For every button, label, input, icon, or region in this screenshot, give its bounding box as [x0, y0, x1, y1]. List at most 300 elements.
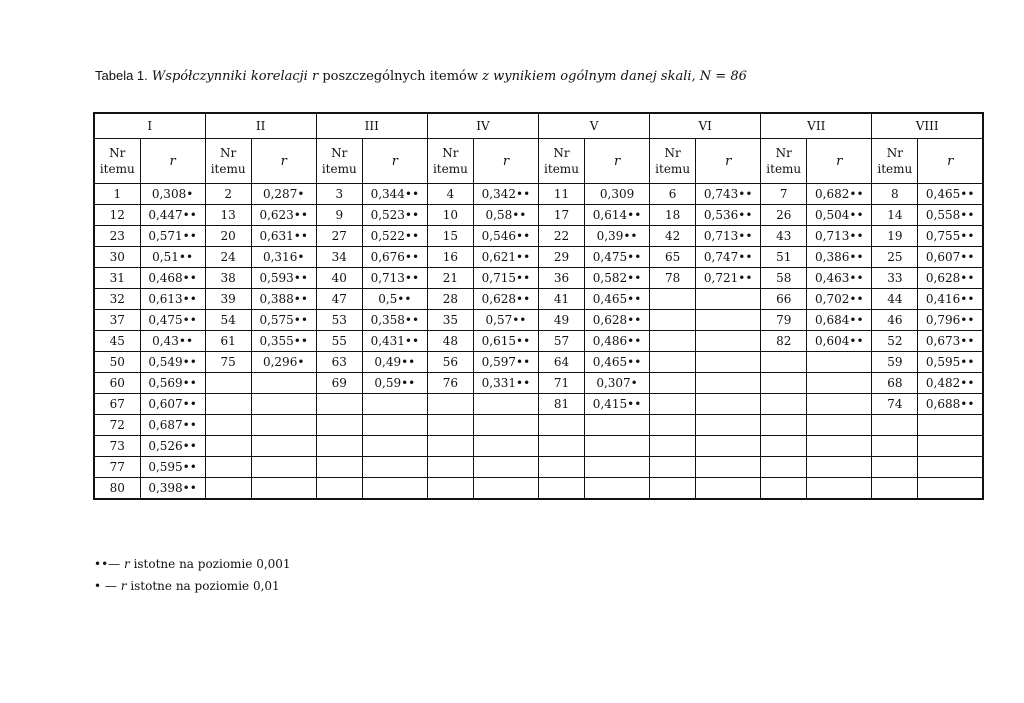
- nr-label: Nr: [442, 146, 459, 160]
- item-number-cell: 9: [316, 205, 362, 226]
- r-value-cell: 0,743••: [696, 184, 761, 205]
- r-value-cell: 0,309: [585, 184, 650, 205]
- item-number-cell: 39: [205, 289, 251, 310]
- r-value-cell: [696, 436, 761, 457]
- r-value-cell: 0,682••: [807, 184, 872, 205]
- item-number-cell: 51: [761, 247, 807, 268]
- item-number-cell: 33: [872, 268, 918, 289]
- item-number-cell: [761, 415, 807, 436]
- table-row: [94, 331, 983, 352]
- r-value-cell: 0,482••: [918, 373, 983, 394]
- r-value-cell: [251, 373, 316, 394]
- r-value-cell: 0,673••: [918, 331, 983, 352]
- item-number-cell: 40: [316, 268, 362, 289]
- r-value-cell: 0,702••: [807, 289, 872, 310]
- r-value-cell: 0,43••: [140, 331, 205, 352]
- item-number-cell: [650, 331, 696, 352]
- r-value-cell: [362, 394, 427, 415]
- item-number-cell: 17: [538, 205, 584, 226]
- r-value-cell: 0,58••: [473, 205, 538, 226]
- item-number-cell: [650, 289, 696, 310]
- r-value-cell: [473, 457, 538, 478]
- item-number-cell: 74: [872, 394, 918, 415]
- table-row: [94, 478, 983, 500]
- r-value-cell: 0,796••: [918, 310, 983, 331]
- item-number-cell: [650, 394, 696, 415]
- r-header: r: [140, 139, 205, 184]
- item-number-cell: 20: [205, 226, 251, 247]
- r-value-cell: 0,475••: [585, 247, 650, 268]
- r-value-cell: 0,582••: [585, 268, 650, 289]
- r-value-cell: [251, 436, 316, 457]
- item-number-cell: 45: [94, 331, 140, 352]
- item-number-cell: 8: [872, 184, 918, 205]
- item-number-cell: [427, 436, 473, 457]
- r-value-cell: 0,296•: [251, 352, 316, 373]
- item-number-cell: [427, 394, 473, 415]
- item-number-cell: 19: [872, 226, 918, 247]
- r-value-cell: 0,713••: [696, 226, 761, 247]
- item-number-cell: 60: [94, 373, 140, 394]
- r-value-cell: [585, 478, 650, 500]
- table-row: [94, 394, 983, 415]
- r-value-cell: 0,536••: [696, 205, 761, 226]
- item-number-cell: 77: [94, 457, 140, 478]
- r-value-cell: 0,486••: [585, 331, 650, 352]
- item-number-cell: 22: [538, 226, 584, 247]
- nr-label: Nr: [220, 146, 237, 160]
- table-row: [94, 373, 983, 394]
- r-value-cell: [807, 457, 872, 478]
- r-value-cell: 0,342••: [473, 184, 538, 205]
- item-number-cell: 71: [538, 373, 584, 394]
- r-value-cell: 0,355••: [251, 331, 316, 352]
- group-header-4: IV: [427, 113, 538, 139]
- r-value-cell: 0,316•: [251, 247, 316, 268]
- r-value-cell: [807, 478, 872, 500]
- r-value-cell: 0,721••: [696, 268, 761, 289]
- r-header: r: [696, 139, 761, 184]
- legend-line: [94, 579, 280, 593]
- item-number-cell: [316, 436, 362, 457]
- group-header-7: VII: [761, 113, 872, 139]
- item-number-cell: 13: [205, 205, 251, 226]
- r-value-cell: 0,388••: [251, 289, 316, 310]
- item-number-cell: [650, 415, 696, 436]
- item-number-cell: 29: [538, 247, 584, 268]
- r-value-cell: 0,522••: [362, 226, 427, 247]
- legend-marker: • —: [94, 579, 117, 593]
- r-value-cell: [696, 478, 761, 500]
- r-value-cell: 0,676••: [362, 247, 427, 268]
- r-value-cell: [362, 415, 427, 436]
- item-number-cell: [761, 436, 807, 457]
- item-number-cell: 61: [205, 331, 251, 352]
- item-number-cell: 52: [872, 331, 918, 352]
- item-number-cell: 69: [316, 373, 362, 394]
- item-number-cell: 27: [316, 226, 362, 247]
- r-value-cell: 0,755••: [918, 226, 983, 247]
- item-number-cell: 4: [427, 184, 473, 205]
- item-number-cell: [205, 373, 251, 394]
- r-value-cell: 0,631••: [251, 226, 316, 247]
- r-value-cell: 0,416••: [918, 289, 983, 310]
- caption-tail: z wynikiem ogólnym danej skali, N = 86: [482, 69, 747, 84]
- r-value-cell: [251, 478, 316, 500]
- item-number-cell: 41: [538, 289, 584, 310]
- r-value-cell: [807, 415, 872, 436]
- r-value-cell: [696, 415, 761, 436]
- r-value-cell: 0,628••: [473, 289, 538, 310]
- r-value-cell: [807, 394, 872, 415]
- item-number-cell: 75: [205, 352, 251, 373]
- r-value-cell: 0,604••: [807, 331, 872, 352]
- item-number-cell: 14: [872, 205, 918, 226]
- item-number-cell: [316, 394, 362, 415]
- legend-marker: ••—: [94, 557, 121, 571]
- r-value-cell: 0,687••: [140, 415, 205, 436]
- r-value-cell: 0,614••: [585, 205, 650, 226]
- caption-lead: Tabela 1.: [95, 68, 148, 83]
- item-number-cell: [761, 394, 807, 415]
- correlation-table: [93, 112, 984, 500]
- r-value-cell: [251, 415, 316, 436]
- nr-itemu-header: [872, 139, 918, 184]
- item-number-cell: [650, 310, 696, 331]
- item-number-cell: [427, 415, 473, 436]
- r-value-cell: [473, 436, 538, 457]
- item-number-cell: 28: [427, 289, 473, 310]
- itemu-label: itemu: [432, 162, 468, 176]
- legend-symbol: r: [123, 557, 130, 571]
- nr-itemu-header: [94, 139, 140, 184]
- nr-itemu-header: [538, 139, 584, 184]
- r-value-cell: 0,523••: [362, 205, 427, 226]
- r-value-cell: [807, 373, 872, 394]
- item-number-cell: 24: [205, 247, 251, 268]
- table-row: [94, 184, 983, 205]
- nr-label: Nr: [664, 146, 681, 160]
- r-value-cell: 0,558••: [918, 205, 983, 226]
- r-value-cell: 0,607••: [140, 394, 205, 415]
- item-number-cell: 47: [316, 289, 362, 310]
- item-number-cell: 25: [872, 247, 918, 268]
- table-row: [94, 457, 983, 478]
- group-header-2: II: [205, 113, 316, 139]
- r-value-cell: [696, 289, 761, 310]
- group-header-5: V: [538, 113, 649, 139]
- item-number-cell: 63: [316, 352, 362, 373]
- r-value-cell: [696, 394, 761, 415]
- r-value-cell: 0,688••: [918, 394, 983, 415]
- r-header: r: [473, 139, 538, 184]
- r-value-cell: [918, 478, 983, 500]
- item-number-cell: 49: [538, 310, 584, 331]
- legend-text: istotne na poziomie 0,001: [133, 557, 291, 571]
- r-value-cell: 0,51••: [140, 247, 205, 268]
- r-value-cell: [807, 352, 872, 373]
- item-number-cell: [761, 457, 807, 478]
- table-row: [94, 436, 983, 457]
- r-value-cell: 0,613••: [140, 289, 205, 310]
- item-number-cell: 54: [205, 310, 251, 331]
- item-number-cell: 16: [427, 247, 473, 268]
- r-value-cell: 0,569••: [140, 373, 205, 394]
- table-row: [94, 352, 983, 373]
- r-value-cell: 0,621••: [473, 247, 538, 268]
- item-number-cell: 10: [427, 205, 473, 226]
- r-value-cell: 0,431••: [362, 331, 427, 352]
- item-number-cell: 67: [94, 394, 140, 415]
- item-number-cell: [205, 457, 251, 478]
- table-row: [94, 310, 983, 331]
- r-value-cell: [918, 457, 983, 478]
- r-value-cell: [473, 478, 538, 500]
- r-value-cell: 0,49••: [362, 352, 427, 373]
- r-value-cell: 0,607••: [918, 247, 983, 268]
- r-value-cell: 0,713••: [362, 268, 427, 289]
- r-value-cell: 0,546••: [473, 226, 538, 247]
- r-header: r: [362, 139, 427, 184]
- r-value-cell: 0,398••: [140, 478, 205, 500]
- group-header-1: I: [94, 113, 205, 139]
- nr-itemu-header: [650, 139, 696, 184]
- item-number-cell: 21: [427, 268, 473, 289]
- caption-italic: Współczynniki korelacji r: [151, 69, 319, 84]
- item-number-cell: [205, 415, 251, 436]
- r-value-cell: [696, 352, 761, 373]
- item-number-cell: 65: [650, 247, 696, 268]
- r-value-cell: [918, 436, 983, 457]
- item-number-cell: 53: [316, 310, 362, 331]
- item-number-cell: 1: [94, 184, 140, 205]
- r-value-cell: [473, 394, 538, 415]
- r-value-cell: 0,713••: [807, 226, 872, 247]
- item-number-cell: [761, 478, 807, 500]
- r-value-cell: 0,575••: [251, 310, 316, 331]
- r-value-cell: [473, 415, 538, 436]
- group-header-3: III: [316, 113, 427, 139]
- r-header: r: [251, 139, 316, 184]
- item-number-cell: [205, 436, 251, 457]
- nr-label: Nr: [553, 146, 570, 160]
- item-number-cell: 15: [427, 226, 473, 247]
- r-value-cell: [585, 436, 650, 457]
- item-number-cell: 79: [761, 310, 807, 331]
- item-number-cell: 76: [427, 373, 473, 394]
- r-value-cell: 0,628••: [918, 268, 983, 289]
- r-value-cell: [362, 478, 427, 500]
- item-number-cell: [316, 478, 362, 500]
- item-number-cell: 23: [94, 226, 140, 247]
- r-value-cell: 0,615••: [473, 331, 538, 352]
- item-number-cell: [650, 373, 696, 394]
- item-number-cell: [538, 436, 584, 457]
- r-value-cell: 0,526••: [140, 436, 205, 457]
- group-header-6: VI: [650, 113, 761, 139]
- r-header: r: [585, 139, 650, 184]
- item-number-cell: 11: [538, 184, 584, 205]
- item-number-cell: [205, 394, 251, 415]
- item-number-cell: 18: [650, 205, 696, 226]
- table-row: [94, 415, 983, 436]
- item-number-cell: [650, 352, 696, 373]
- itemu-label: itemu: [210, 162, 246, 176]
- table-row: [94, 205, 983, 226]
- nr-itemu-header: [205, 139, 251, 184]
- item-number-cell: [872, 478, 918, 500]
- item-number-cell: 42: [650, 226, 696, 247]
- r-value-cell: 0,465••: [585, 289, 650, 310]
- r-value-cell: 0,5••: [362, 289, 427, 310]
- caption-plain: poszczególnych itemów: [322, 69, 478, 84]
- legend-symbol: r: [120, 579, 127, 593]
- item-number-cell: 50: [94, 352, 140, 373]
- legend-text: istotne na poziomie 0,01: [130, 579, 280, 593]
- nr-itemu-header: [761, 139, 807, 184]
- item-number-cell: 26: [761, 205, 807, 226]
- item-number-cell: 32: [94, 289, 140, 310]
- item-number-cell: 68: [872, 373, 918, 394]
- item-number-cell: 73: [94, 436, 140, 457]
- item-number-cell: [872, 457, 918, 478]
- item-number-cell: [205, 478, 251, 500]
- nr-label: Nr: [775, 146, 792, 160]
- r-value-cell: [696, 457, 761, 478]
- table-caption: [95, 68, 747, 84]
- item-number-cell: 34: [316, 247, 362, 268]
- r-value-cell: [696, 373, 761, 394]
- item-number-cell: 58: [761, 268, 807, 289]
- item-number-cell: 43: [761, 226, 807, 247]
- item-number-cell: 56: [427, 352, 473, 373]
- item-number-cell: [427, 457, 473, 478]
- legend-line: [94, 557, 291, 571]
- r-value-cell: 0,465••: [585, 352, 650, 373]
- r-value-cell: 0,475••: [140, 310, 205, 331]
- item-number-cell: 57: [538, 331, 584, 352]
- r-value-cell: 0,597••: [473, 352, 538, 373]
- r-value-cell: 0,307•: [585, 373, 650, 394]
- itemu-label: itemu: [655, 162, 691, 176]
- table-row: [94, 226, 983, 247]
- r-value-cell: [362, 436, 427, 457]
- r-value-cell: [585, 457, 650, 478]
- r-value-cell: 0,684••: [807, 310, 872, 331]
- r-value-cell: 0,344••: [362, 184, 427, 205]
- r-value-cell: 0,595••: [918, 352, 983, 373]
- item-number-cell: 81: [538, 394, 584, 415]
- itemu-label: itemu: [99, 162, 135, 176]
- nr-label: Nr: [109, 146, 126, 160]
- item-number-cell: [427, 478, 473, 500]
- r-value-cell: 0,715••: [473, 268, 538, 289]
- item-number-cell: 82: [761, 331, 807, 352]
- r-value-cell: 0,593••: [251, 268, 316, 289]
- table-row: [94, 268, 983, 289]
- item-number-cell: 72: [94, 415, 140, 436]
- r-value-cell: [696, 331, 761, 352]
- r-value-cell: 0,623••: [251, 205, 316, 226]
- r-value-cell: 0,59••: [362, 373, 427, 394]
- r-value-cell: 0,447••: [140, 205, 205, 226]
- r-header: r: [807, 139, 872, 184]
- table-row: [94, 289, 983, 310]
- r-value-cell: 0,308•: [140, 184, 205, 205]
- item-number-cell: [538, 415, 584, 436]
- item-number-cell: 64: [538, 352, 584, 373]
- r-value-cell: [696, 310, 761, 331]
- item-number-cell: [650, 436, 696, 457]
- item-number-cell: 7: [761, 184, 807, 205]
- item-number-cell: 36: [538, 268, 584, 289]
- item-number-cell: 78: [650, 268, 696, 289]
- item-number-cell: 30: [94, 247, 140, 268]
- item-number-cell: 37: [94, 310, 140, 331]
- itemu-label: itemu: [877, 162, 913, 176]
- r-value-cell: 0,571••: [140, 226, 205, 247]
- item-number-cell: [316, 415, 362, 436]
- item-number-cell: [650, 478, 696, 500]
- r-value-cell: 0,549••: [140, 352, 205, 373]
- item-number-cell: 80: [94, 478, 140, 500]
- item-number-cell: [316, 457, 362, 478]
- table-row: [94, 247, 983, 268]
- r-value-cell: 0,57••: [473, 310, 538, 331]
- r-value-cell: 0,747••: [696, 247, 761, 268]
- r-value-cell: [251, 457, 316, 478]
- itemu-label: itemu: [766, 162, 802, 176]
- item-number-cell: [538, 457, 584, 478]
- item-number-cell: [761, 352, 807, 373]
- item-number-cell: [872, 436, 918, 457]
- item-number-cell: [538, 478, 584, 500]
- r-value-cell: [585, 415, 650, 436]
- item-number-cell: [872, 415, 918, 436]
- r-value-cell: 0,628••: [585, 310, 650, 331]
- itemu-label: itemu: [544, 162, 579, 176]
- r-value-cell: [251, 394, 316, 415]
- r-value-cell: 0,595••: [140, 457, 205, 478]
- r-value-cell: 0,331••: [473, 373, 538, 394]
- r-value-cell: [807, 436, 872, 457]
- item-number-cell: 46: [872, 310, 918, 331]
- r-value-cell: 0,287•: [251, 184, 316, 205]
- r-header: r: [918, 139, 983, 184]
- r-value-cell: 0,463••: [807, 268, 872, 289]
- item-number-cell: 31: [94, 268, 140, 289]
- r-value-cell: 0,465••: [918, 184, 983, 205]
- r-value-cell: 0,504••: [807, 205, 872, 226]
- nr-label: Nr: [886, 146, 903, 160]
- item-number-cell: 48: [427, 331, 473, 352]
- item-number-cell: 3: [316, 184, 362, 205]
- item-number-cell: [650, 457, 696, 478]
- item-number-cell: 12: [94, 205, 140, 226]
- r-value-cell: 0,415••: [585, 394, 650, 415]
- r-value-cell: 0,468••: [140, 268, 205, 289]
- nr-itemu-header: [427, 139, 473, 184]
- item-number-cell: 6: [650, 184, 696, 205]
- r-value-cell: [362, 457, 427, 478]
- item-number-cell: 35: [427, 310, 473, 331]
- item-number-cell: 38: [205, 268, 251, 289]
- nr-label: Nr: [331, 146, 348, 160]
- item-number-cell: 59: [872, 352, 918, 373]
- item-number-cell: 2: [205, 184, 251, 205]
- item-number-cell: 44: [872, 289, 918, 310]
- item-number-cell: 55: [316, 331, 362, 352]
